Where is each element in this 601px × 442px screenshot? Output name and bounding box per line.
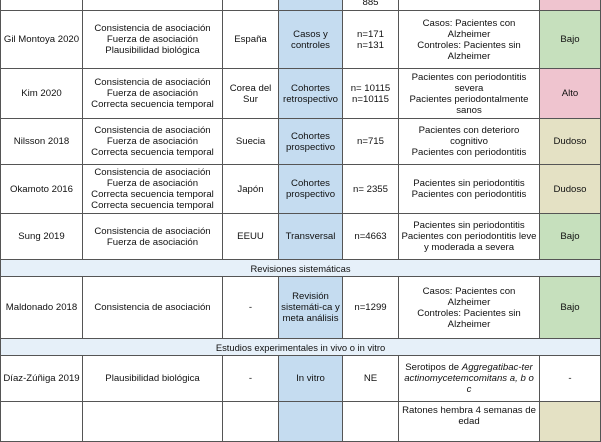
table-row [1, 69, 601, 119]
design-cell: Casos y controles [279, 11, 343, 69]
criteria-cell [83, 214, 223, 260]
criteria-cell [83, 356, 223, 402]
n-cell [343, 277, 399, 339]
author-cell: Sung 2019 [1, 214, 83, 260]
population-cell-line: Casos: Pacientes con Alzheimer [422, 285, 516, 308]
population-cell [399, 11, 540, 69]
n-cell-line: n=1299 [354, 302, 387, 313]
country-cell: EEUU [223, 214, 279, 260]
design-cell: Cohortes retrospectivo [279, 69, 343, 119]
population-cell-line: Casos: Pacientes con Alzheimer [422, 17, 516, 40]
n-cell [343, 69, 399, 119]
criteria-cell-line: Consistencia de asociación [94, 125, 211, 136]
population-cell [399, 277, 540, 339]
risk-cell: Bajo [540, 214, 601, 260]
population-cell [399, 119, 540, 165]
criteria-cell-line: Consistencia de asociación [94, 77, 211, 88]
criteria-cell-line: Fuerza de asociación [106, 34, 199, 45]
population-cell-line: Controles: Pacientes sin Alzheimer [417, 307, 521, 330]
population-cell [399, 214, 540, 260]
criteria-cell [83, 69, 223, 119]
criteria-cell-line: Correcta secuencia temporal [91, 147, 214, 158]
n-cell: 885 [343, 0, 399, 11]
n-cell [343, 11, 399, 69]
n-cell-line: n=131 [357, 39, 384, 51]
risk-cell: Bajo [540, 11, 601, 69]
n-cell: NE [343, 356, 399, 402]
criteria-cell-line: Fuerza de asociación [106, 236, 199, 248]
n-cell [343, 214, 399, 260]
table-row [1, 11, 601, 69]
criteria-cell-line: Consistencia de asociación [94, 225, 211, 237]
risk-cell: Bajo [540, 277, 601, 339]
criteria-cell-line: Fuerza de asociación [106, 88, 199, 99]
author-cell: Maldonado 2018 [1, 277, 83, 339]
population-cell-line: Pacientes con periodontitis leve y moderada a severa [401, 231, 537, 253]
population-cell-line: Pacientes sin periodontitis [413, 178, 525, 189]
country-cell: - [223, 356, 279, 402]
population-cell [399, 356, 540, 402]
author-cell: Nilsson 2018 [1, 119, 83, 165]
country-cell: - [223, 277, 279, 339]
population-cell [399, 165, 540, 214]
design-cell: Cohortes prospectivo [279, 119, 343, 165]
population-cell-line: Pacientes con deterioro cognitivo [418, 125, 520, 147]
criteria-cell [83, 277, 223, 339]
risk-cell: Alto [540, 69, 601, 119]
section-reviews-row [1, 260, 601, 277]
country-cell: Japón [223, 165, 279, 214]
criteria-cell-line: Correcta secuencia temporal [91, 200, 214, 211]
author-cell: Kim 2020 [1, 69, 83, 119]
table-body [1, 0, 601, 442]
table-row [1, 277, 601, 339]
criteria-cell-line: Consistencia de asociación [94, 23, 211, 34]
risk-cell: - [540, 356, 601, 402]
criteria-cell-line: Plausibilidad biológica [105, 373, 200, 384]
population-cell [399, 402, 540, 442]
risk-cell: Dudoso [540, 119, 601, 165]
population-prefix: Serotipos de [405, 362, 462, 373]
n-cell-line: n=171 [357, 28, 384, 40]
population-species: Aggregatibac-ter actinomycetemcomitans [404, 362, 533, 384]
population-cell-line: Controles: Pacientes sin Alzheimer [417, 39, 521, 62]
population-cell-line: Pacientes con periodontitis [411, 189, 527, 200]
criteria-cell-line: Correcta secuencia temporal [91, 189, 214, 200]
n-cell [343, 119, 399, 165]
table-row [1, 119, 601, 165]
section-reviews-row-label: Revisiones sistemáticas [1, 260, 601, 277]
criteria-cell-line: Consistencia de asociación [94, 302, 211, 313]
population-cell-line: Pacientes con periodontitis [411, 147, 527, 158]
criteria-cell [83, 119, 223, 165]
country-cell: Suecia [223, 119, 279, 165]
population-cell-line: Pacientes con periodontitis severa [411, 71, 527, 94]
population-cell-line: Pacientes sin periodontitis [413, 220, 525, 231]
criteria-cell-line: Consistencia de asociación [94, 167, 211, 178]
criteria-cell-line: Fuerza de asociación [106, 136, 199, 147]
criteria-cell [83, 11, 223, 69]
country-cell: Corea del Sur [223, 69, 279, 119]
section-experimental-row [1, 339, 601, 356]
author-cell: Okamoto 2016 [1, 165, 83, 214]
n-cell-line: n=715 [357, 136, 384, 147]
n-cell-line: n=10115 [352, 93, 389, 105]
table-row [1, 214, 601, 260]
design-cell: In vitro [279, 356, 343, 402]
table-row-partial [1, 402, 601, 442]
author-cell: Gil Montoya 2020 [1, 11, 83, 69]
section-experimental-row-label: Estudios experimentales in vivo o in vitro [1, 339, 601, 356]
population-cell-line: Pacientes periodontalmente sanos [409, 93, 529, 116]
table-row-fragment [1, 0, 601, 11]
design-cell: Cohortes prospectivo [279, 165, 343, 214]
table-row [1, 165, 601, 214]
n-cell-line: n= 2355 [353, 183, 388, 195]
criteria-cell-line: Plausibilidad biológica [105, 45, 200, 56]
population-serotypes: a, b o c [466, 373, 534, 395]
design-cell: Transversal [279, 214, 343, 260]
design-cell: Revisión sistemáti-ca y meta análisis [279, 277, 343, 339]
country-cell: España [223, 11, 279, 69]
population-cell-line: Ratones hembra 4 semanas de edad [402, 405, 536, 427]
n-cell [343, 165, 399, 214]
author-cell: Díaz-Zúñiga 2019 [1, 356, 83, 402]
n-cell-line: n= 10115 [350, 82, 391, 94]
table-row [1, 356, 601, 402]
population-cell [399, 69, 540, 119]
risk-cell: Dudoso [540, 165, 601, 214]
criteria-cell-line: Correcta secuencia temporal [91, 99, 214, 110]
criteria-cell-line: Fuerza de asociación [106, 178, 199, 189]
criteria-cell [83, 165, 223, 214]
n-cell-line: n=4663 [354, 231, 387, 242]
